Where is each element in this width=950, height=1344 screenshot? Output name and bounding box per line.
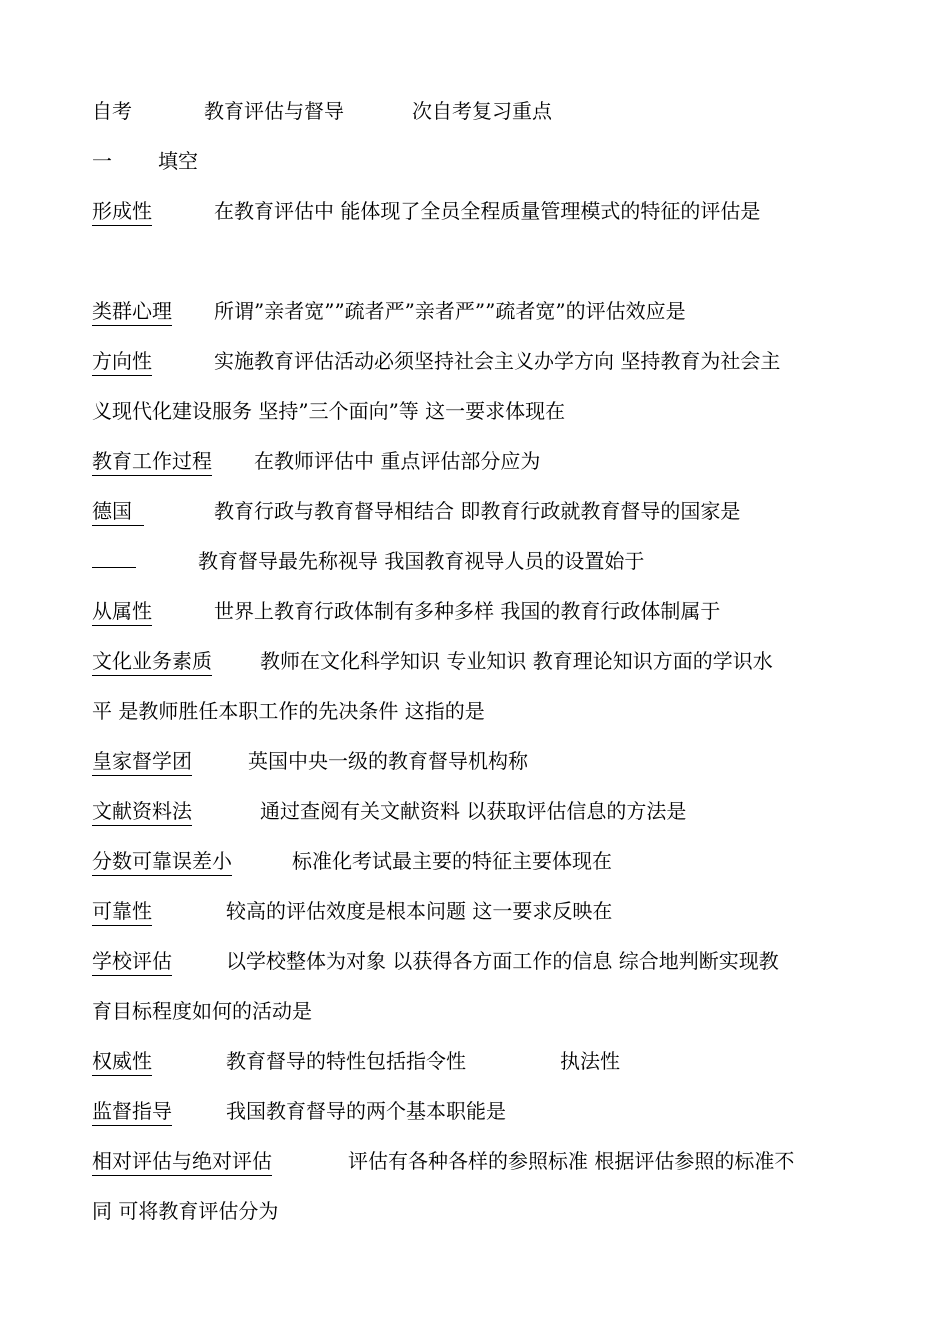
list-item <box>92 496 892 526</box>
answer-blank <box>92 567 136 568</box>
list-item <box>92 296 892 326</box>
question-text: 在教师评估中 重点评估部分应为 <box>254 449 541 473</box>
answer-text: 相对评估与绝对评估 <box>92 1147 272 1176</box>
list-item <box>92 846 892 876</box>
list-item <box>92 446 892 476</box>
question-text: 世界上教育行政体制有多种多样 我国的教育行政体制属于 <box>214 599 721 623</box>
question-text: 我国教育督导的两个基本职能是 <box>226 1099 506 1123</box>
answer-text: 德国 <box>92 497 144 526</box>
answer-text: 分数可靠误差小 <box>92 847 232 876</box>
question-continuation: 平 是教师胜任本职工作的先决条件 这指的是 <box>92 699 485 723</box>
question-text: 英国中央一级的教育督导机构称 <box>248 749 528 773</box>
section-title: 填空 <box>158 149 198 173</box>
question-text: 教育行政与教育督导相结合 即教育行政就教育督导的国家是 <box>214 499 741 523</box>
answer-text: 形成性 <box>92 197 152 226</box>
answer-text: 皇家督学团 <box>92 747 192 776</box>
answer-text: 文献资料法 <box>92 797 192 826</box>
question-extra-text: 执法性 <box>560 1049 620 1073</box>
question-text: 评估有各种各样的参照标准 根据评估参照的标准不 <box>348 1149 795 1173</box>
question-text: 教育督导的特性包括指令性 <box>226 1049 466 1073</box>
answer-text: 教育工作过程 <box>92 447 212 476</box>
answer-text: 可靠性 <box>92 897 152 926</box>
question-text: 所谓”亲者宽””疏者严”亲者严””疏者宽”的评估效应是 <box>214 299 686 323</box>
list-item <box>92 1046 892 1076</box>
list-item <box>92 546 892 576</box>
list-item <box>92 196 892 226</box>
answer-text: 权威性 <box>92 1047 152 1076</box>
section-number: 一 <box>92 149 112 173</box>
answer-text: 方向性 <box>92 347 152 376</box>
list-item <box>92 1146 892 1176</box>
title-part-3: 次自考复习重点 <box>412 99 552 123</box>
title-part-2: 教育评估与督导 <box>204 99 344 123</box>
question-continuation: 同 可将教育评估分为 <box>92 1199 279 1223</box>
question-continuation: 育目标程度如何的活动是 <box>92 999 312 1023</box>
list-item <box>92 1096 892 1126</box>
question-text: 教师在文化科学知识 专业知识 教育理论知识方面的学识水 <box>260 649 773 673</box>
answer-text: 文化业务素质 <box>92 647 212 676</box>
answer-text: 从属性 <box>92 597 152 626</box>
question-text: 实施教育评估活动必须坚持社会主义办学方向 坚持教育为社会主 <box>214 349 781 373</box>
question-text: 教育督导最先称视导 我国教育视导人员的设置始于 <box>198 549 645 573</box>
question-text: 通过查阅有关文献资料 以获取评估信息的方法是 <box>260 799 687 823</box>
question-continuation: 义现代化建设服务 坚持”三个面向”等 这一要求体现在 <box>92 399 566 423</box>
title-part-1: 自考 <box>92 99 132 123</box>
answer-text: 类群心理 <box>92 297 172 326</box>
list-item <box>92 596 892 626</box>
list-item <box>92 646 892 676</box>
answer-text: 学校评估 <box>92 947 172 976</box>
answer-text: 监督指导 <box>92 1097 172 1126</box>
list-item <box>92 896 892 926</box>
question-text: 标准化考试最主要的特征主要体现在 <box>292 849 612 873</box>
question-text: 较高的评估效度是根本问题 这一要求反映在 <box>226 899 613 923</box>
question-text: 以学校整体为对象 以获得各方面工作的信息 综合地判断实现教 <box>226 949 779 973</box>
list-item <box>92 946 892 976</box>
list-item <box>92 346 892 376</box>
list-item <box>92 746 892 776</box>
question-text: 在教育评估中 能体现了全员全程质量管理模式的特征的评估是 <box>214 199 761 223</box>
list-item <box>92 796 892 826</box>
